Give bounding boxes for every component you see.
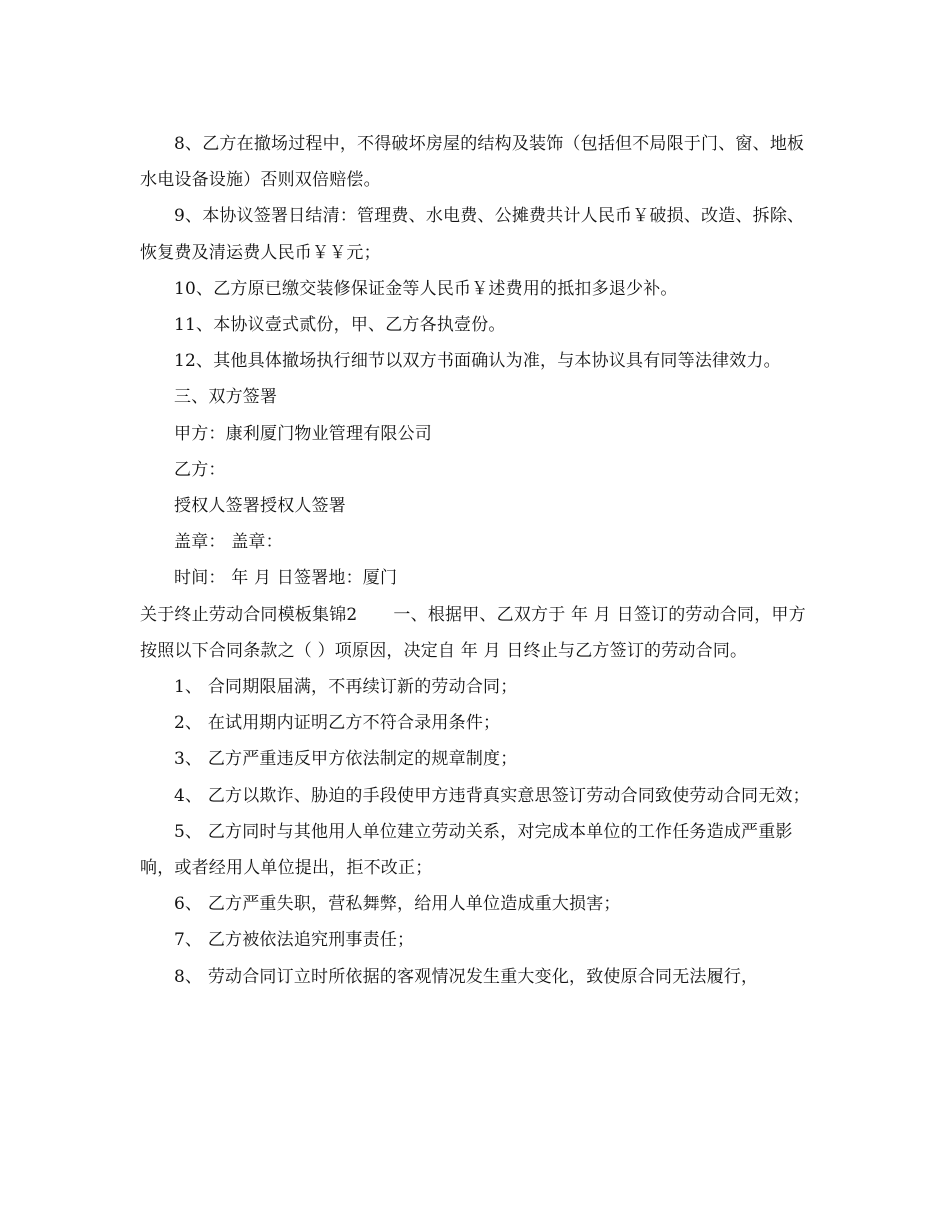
section-2-intro: 一、根据甲、乙双方于 年 月 日签订的劳动合同，甲方按照以下合同条款之（ ）项原因，决定自 年 月 日终止与乙方签订的劳动合同。	[140, 604, 806, 661]
clause-10: 10、乙方原已缴交装修保证金等人民币￥述费用的抵扣多退少补。	[174, 278, 678, 299]
list-item: 8、 劳动合同订立时所依据的客观情况发生重大变化，致使原合同无法履行，	[174, 966, 759, 987]
list-item: 6、 乙方严重失职，营私舞弊，给用人单位造成重大损害；	[174, 894, 621, 915]
clause-11: 11、本协议壹式贰份，甲、乙方各执壹份。	[174, 315, 506, 336]
list-item: 3、 乙方严重违反甲方依法制定的规章制度；	[174, 749, 518, 770]
party-b-line: 乙方：	[174, 459, 226, 480]
list-item: 7、 乙方被依法追究刑事责任；	[174, 930, 415, 951]
section-2-heading: 关于终止劳动合同模板集锦2	[140, 604, 358, 625]
clause-9: 9、本协议签署日结清：管理费、水电费、公摊费共计人民币￥破损、改造、拆除、恢复费及清运费人民币￥￥元；	[140, 206, 805, 263]
seal-line: 盖章： 盖章：	[174, 532, 283, 553]
time-place-line: 时间： 年 月 日签署地：厦门	[174, 568, 398, 589]
list-item: 4、 乙方以欺诈、胁迫的手段使甲方违背真实意思签订劳动合同致使劳动合同无效；	[174, 785, 810, 806]
signing-heading: 三、双方签署	[174, 387, 278, 408]
document-body	[140, 126, 810, 995]
clause-12: 12、其他具体撤场执行细节以双方书面确认为准，与本协议具有同等法律效力。	[174, 351, 781, 372]
party-a-line: 甲方：康利厦门物业管理有限公司	[174, 423, 432, 444]
list-item: 5、 乙方同时与其他用人单位建立劳动关系，对完成本单位的工作任务造成严重影响，或者经用人单位提出，拒不改正；	[140, 821, 793, 879]
section-2-paragraph	[140, 597, 810, 669]
list-item: 2、 在试用期内证明乙方不符合录用条件；	[174, 713, 501, 734]
clause-8: 8、乙方在撤场过程中，不得破坏房屋的结构及装饰（包括但不局限于门、窗、地板水电设备设施）否则双倍赔偿。	[140, 134, 805, 191]
list-item: 1、 合同期限届满，不再续订新的劳动合同；	[174, 677, 518, 698]
authorized-signature-line: 授权人签署授权人签署	[174, 496, 346, 517]
